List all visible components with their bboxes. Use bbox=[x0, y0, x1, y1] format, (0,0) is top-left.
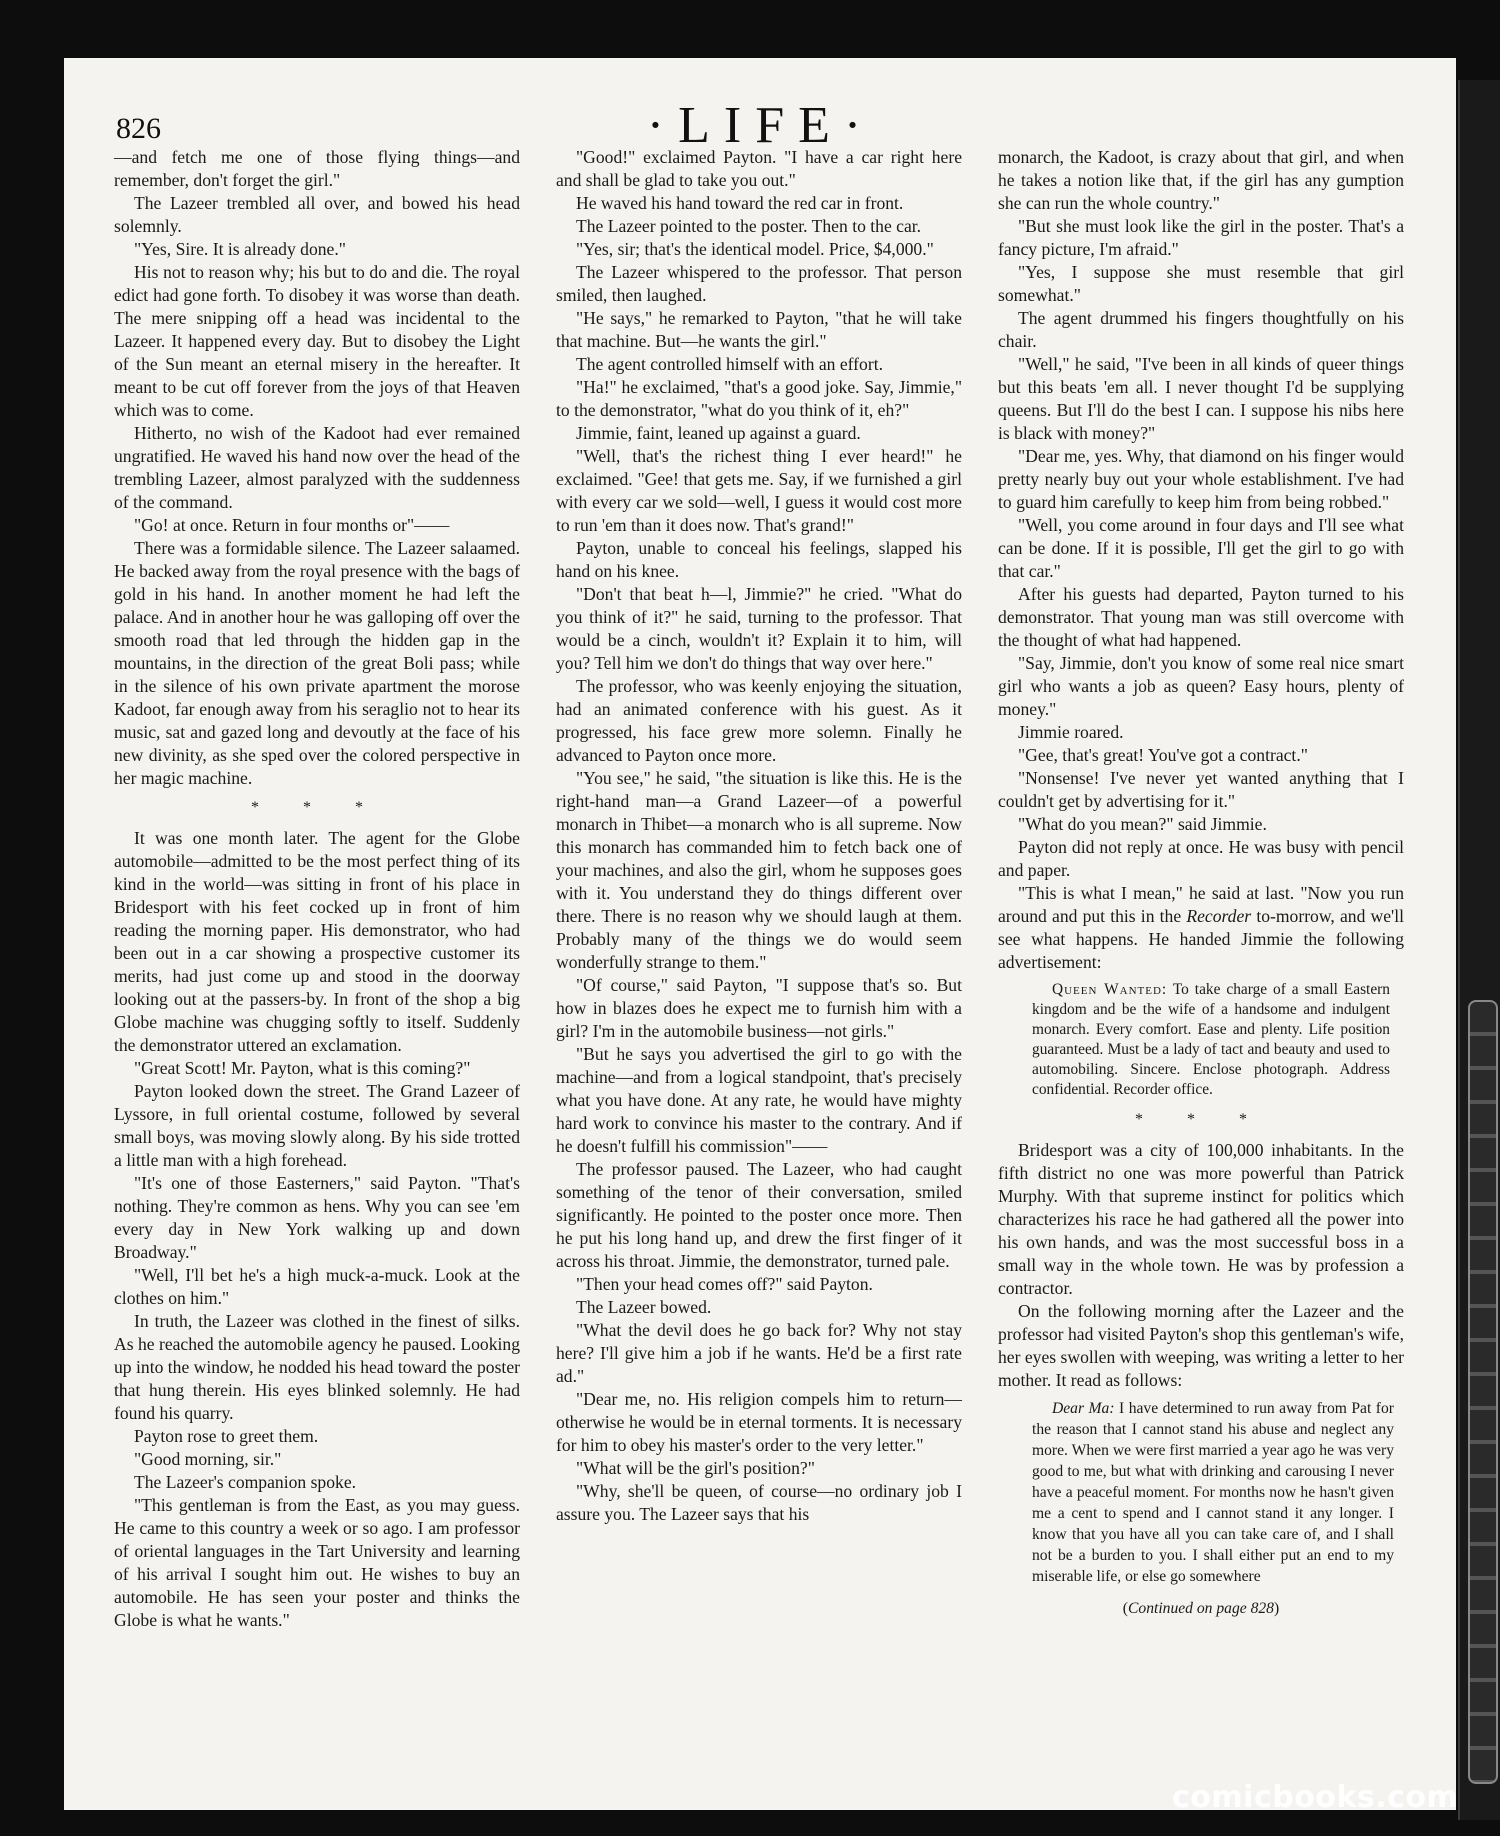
paragraph: "What do you mean?" said Jimmie. bbox=[1018, 814, 1267, 834]
paragraph: "Dear me, yes. Why, that diamond on his finger would pretty nearly buy out your whole establishment. I've had to guard him carefully to keep him from being robbed." bbox=[998, 446, 1404, 512]
paragraph: The professor paused. The Lazeer, who had caught something of the tenor of their conversation, smiled significantly. He pointed to the poster once more. Then he put his long hand up, and drew the first finger of it across his throat. Jimmie, the demonstrator, turned pale. bbox=[556, 1159, 962, 1271]
paragraph: The Lazeer's companion spoke. bbox=[134, 1472, 357, 1492]
paragraph: "What will be the girl's position?" bbox=[576, 1458, 815, 1478]
paragraph: "Dear me, no. His religion compels him to return—otherwise he would be in eternal torments. It is necessary for him to obey his master's order to the very letter." bbox=[556, 1389, 962, 1455]
ornament-border bbox=[1468, 1000, 1498, 1784]
paragraph: "What the devil does he go back for? Why not stay here? I'll give him a job if he wants. He'd be a first rate ad." bbox=[556, 1320, 962, 1386]
paragraph: Jimmie, faint, leaned up against a guard. bbox=[576, 423, 861, 443]
paragraph: "Yes, I suppose she must resemble that girl somewhat." bbox=[998, 262, 1404, 305]
letter-salutation: Dear Ma: bbox=[1052, 1400, 1115, 1417]
ad-body: To take charge of a small Eastern kingdom and be the wife of a handsome and indulgent monarch. Every comfort. Ease and plenty. Life position guaranteed. Must be a lady of tact and beauty and used to automobiling. Sincere. Enclose photograph. Address confidential. Recorder office. bbox=[1032, 981, 1390, 1098]
paragraph: Payton rose to greet them. bbox=[134, 1426, 319, 1446]
paragraph: The Lazeer bowed. bbox=[576, 1297, 712, 1317]
text-columns bbox=[114, 146, 1404, 1756]
paragraph: "Yes, sir; that's the identical model. Price, $4,000." bbox=[576, 239, 934, 259]
paragraph: "Good!" exclaimed Payton. "I have a car right here and shall be glad to take you out." bbox=[556, 147, 962, 190]
text-run: to-morrow, and we'll see what happens. He handed Jimmie the following advertisement: bbox=[998, 906, 1404, 972]
paragraph: "He says," he remarked to Payton, "that he will take that machine. But—he wants the girl." bbox=[556, 308, 962, 351]
paragraph: monarch, the Kadoot, is crazy about that girl, and when he takes a notion like that, if the girl has any gumption she can run the whole country." bbox=[998, 147, 1404, 213]
continued-note bbox=[998, 1597, 1404, 1620]
paragraph: "Great Scott! Mr. Payton, what is this coming?" bbox=[134, 1058, 471, 1078]
paragraph: Bridesport was a city of 100,000 inhabitants. In the fifth district no one was more powerful than Patrick Murphy. With that supreme instinct for politics which characterizes his race he had gathered all the power into his own hands, and was the most successful boss in a small way in the whole town. He was by profession a contractor. bbox=[998, 1140, 1404, 1298]
section-separator: * * * bbox=[1135, 1111, 1267, 1128]
paragraph: On the following morning after the Lazeer and the professor had visited Payton's shop this gentleman's wife, her eyes swollen with weeping, was writing a letter to her mother. It read as follows: bbox=[998, 1301, 1405, 1390]
cont-prefix: ( bbox=[1122, 1600, 1128, 1617]
watermark: comicbooks.com bbox=[1172, 1780, 1459, 1815]
paragraph: Payton, unable to conceal his feelings, slapped his hand on his knee. bbox=[556, 538, 962, 581]
ad-lead: Queen Wanted: bbox=[1052, 981, 1168, 998]
cont-page: page 828 bbox=[1216, 1600, 1274, 1617]
letter-body: I have determined to run away from Pat for the reason that I cannot stand his abuse and neglect any more. When we were first married a year ago he was very good to me, but what with drinking and carousing I never have a peaceful moment. For months now he hasn't given me a cent to spend and I cannot stand it any longer. I know that you have all you can take care of, and I shall not be a burden to you. I shall either put an end to my miserable life, or else go somewhere bbox=[1032, 1400, 1394, 1585]
paragraph: Hitherto, no wish of the Kadoot had ever remained ungratified. He waved his hand now over the head of the trembling Lazeer, almost paralyzed with the suddenness of the command. bbox=[114, 423, 520, 512]
adjacent-page-edge bbox=[1458, 80, 1500, 1820]
paragraph: "Good morning, sir." bbox=[134, 1449, 282, 1469]
paragraph: The professor, who was keenly enjoying the situation, had an animated conference with his guest. As it progressed, his face grew more solemn. Finally he advanced to Payton once more. bbox=[556, 676, 962, 765]
column-1 bbox=[114, 146, 520, 1756]
paragraph: The Lazeer trembled all over, and bowed his head solemnly. bbox=[114, 193, 520, 236]
paragraph: Payton looked down the street. The Grand Lazeer of Lyssore, in full oriental costume, followed by several small boys, was moving slowly along. By his side trotted a little man with a high forehead. bbox=[114, 1081, 520, 1170]
letter bbox=[1032, 1398, 1394, 1587]
paragraph: The agent controlled himself with an effort. bbox=[576, 354, 883, 374]
paragraph: "Why, she'll be queen, of course—no ordinary job I assure you. The Lazeer says that his bbox=[556, 1481, 962, 1524]
paragraph: "But he says you advertised the girl to go with the machine—and from a logical standpoint, that's precisely what you have done. At any rate, he would have mighty hard work to convince his master to the contrary. And if he doesn't fulfill his commission"—— bbox=[556, 1044, 962, 1156]
paragraph: It was one month later. The agent for the Globe automobile—admitted to be the most perfect thing of its kind in the world—was sitting in front of his place in Bridesport with his feet cocked up in front of him reading the morning paper. His demonstrator, who had been out in a car showing a prospective customer its merits, had just come up and stood in the doorway looking out at the passers-by. In front of the shop a big Globe machine was chugging softly to itself. Suddenly the demonstrator uttered an exclamation. bbox=[114, 828, 520, 1055]
paragraph: In truth, the Lazeer was clothed in the finest of silks. As he reached the automobile agency he paused. Looking up into the window, he nodded his head toward the poster that hung therein. His eyes blinked solemnly. He had found his quarry. bbox=[114, 1311, 520, 1423]
paragraph: "Gee, that's great! You've got a contract." bbox=[1018, 745, 1308, 765]
paragraph: "Say, Jimmie, don't you know of some real nice smart girl who wants a job as queen? Easy hours, plenty of money." bbox=[998, 653, 1404, 719]
paragraph: "You see," he said, "the situation is like this. He is the right-hand man—a Grand Lazeer—of a powerful monarch in Thibet—a monarch who is all supreme. Now this monarch has commanded him to fetch back one of your machines, and also the girl, whom he supposes goes with it. You understand they do things different over there. There is no reason why we should laugh at them. Probably many of the things we do would seem wonderfully strange to them." bbox=[556, 768, 962, 972]
paragraph: "Yes, Sire. It is already done." bbox=[134, 239, 346, 259]
column-3 bbox=[998, 146, 1404, 1756]
text-run: "This is what I mean," he said at last. "Now you run around and put this in the bbox=[998, 883, 1404, 926]
magazine-page bbox=[64, 58, 1456, 1810]
paragraph: Jimmie roared. bbox=[1018, 722, 1124, 742]
paragraph bbox=[998, 882, 1404, 974]
paragraph: He waved his hand toward the red car in front. bbox=[576, 193, 904, 213]
paragraph: "Nonsense! I've never yet wanted anything that I couldn't get by advertising for it." bbox=[998, 768, 1404, 811]
paragraph: There was a formidable silence. The Lazeer salaamed. He backed away from the royal presence with the bags of gold in his hand. In another moment he had left the palace. And in another hour he was galloping off over the smooth road that led through the hidden gap in the mountains, in the direction of the great Boli pass; while in the silence of his own private apartment the morose Kadoot, far enough away from his seraglio not to hear its music, sat and gazed long and devoutly at the face of his new divinity, as she sped over the colored perspective in her magic machine. bbox=[114, 538, 520, 788]
page-number: 826 bbox=[116, 112, 161, 145]
paragraph: —and fetch me one of those flying things—and remember, don't forget the girl." bbox=[114, 147, 520, 190]
paragraph: After his guests had departed, Payton turned to his demonstrator. That young man was still overcome with the thought of what had happened. bbox=[998, 584, 1404, 650]
cont-label: Continued on bbox=[1128, 1600, 1213, 1617]
cont-suffix: ) bbox=[1273, 1600, 1280, 1617]
masthead-title: ·LIFE· bbox=[646, 97, 876, 154]
paragraph: Payton did not reply at once. He was busy with pencil and paper. bbox=[998, 837, 1404, 880]
paragraph: "Well, I'll bet he's a high muck-a-muck. Look at the clothes on him." bbox=[114, 1265, 520, 1308]
paragraph: "But she must look like the girl in the poster. That's a fancy picture, I'm afraid." bbox=[998, 216, 1404, 259]
section-separator: * * * bbox=[251, 799, 383, 816]
paragraph: "This gentleman is from the East, as you may guess. He came to this country a week or so ago. I am professor of oriental languages in the Tart University and learning of his arrival I sought him out. He wishes to buy an automobile. He has seen your poster and thinks the Globe is what he wants." bbox=[114, 1495, 520, 1630]
paragraph: "Well," he said, "I've been in all kinds of queer things but this beats 'em all. I never thought I'd be supplying queens. But I'll do the best I can. I suppose his nibs here is black with money?" bbox=[998, 354, 1404, 443]
paragraph: "Well, you come around in four days and I'll see what can be done. If it is possible, I'll get the girl to go with that car." bbox=[998, 515, 1404, 581]
paragraph: "Ha!" he exclaimed, "that's a good joke. Say, Jimmie," to the demonstrator, "what do you think of it, eh?" bbox=[556, 377, 962, 420]
newspaper-name: Recorder bbox=[1186, 906, 1252, 926]
column-2 bbox=[556, 146, 962, 1756]
paragraph: The agent drummed his fingers thoughtfully on his chair. bbox=[998, 308, 1404, 351]
paragraph: "Don't that beat h—l, Jimmie?" he cried. "What do you think of it?" he said, turning to the professor. That would be a cinch, wouldn't it? Explain it to him, will you? Tell him we don't do things that way over here." bbox=[556, 584, 962, 673]
paragraph: The Lazeer whispered to the professor. That person smiled, then laughed. bbox=[556, 262, 962, 305]
paragraph: His not to reason why; his but to do and die. The royal edict had gone forth. To disobey it was worse than death. The mere snipping off a head was incidental to the Lazeer. It happened every day. But to disobey the Light of the Sun meant an eternal misery in the hereafter. It meant to be cut off forever from the joys of that Heaven which was to come. bbox=[114, 262, 520, 420]
paragraph: "Go! at once. Return in four months or"—— bbox=[134, 515, 450, 535]
paragraph: "It's one of those Easterners," said Payton. "That's nothing. They're common as hens. Why you can see 'em every day in New York walking up and down Broadway." bbox=[114, 1173, 520, 1262]
paragraph: "Of course," said Payton, "I suppose that's so. But how in blazes does he expect me to furnish him with a girl? I'm in the automobile business—not girls." bbox=[556, 975, 962, 1041]
paragraph: The Lazeer pointed to the poster. Then to the car. bbox=[576, 216, 922, 236]
advertisement bbox=[1032, 980, 1390, 1100]
paragraph: "Then your head comes off?" said Payton. bbox=[576, 1274, 873, 1294]
paragraph: "Well, that's the richest thing I ever heard!" he exclaimed. "Gee! that gets me. Say, if we furnished a girl with every car we sold—well, I guess it would cost more to run 'em than it does now. That's grand!" bbox=[556, 446, 962, 535]
